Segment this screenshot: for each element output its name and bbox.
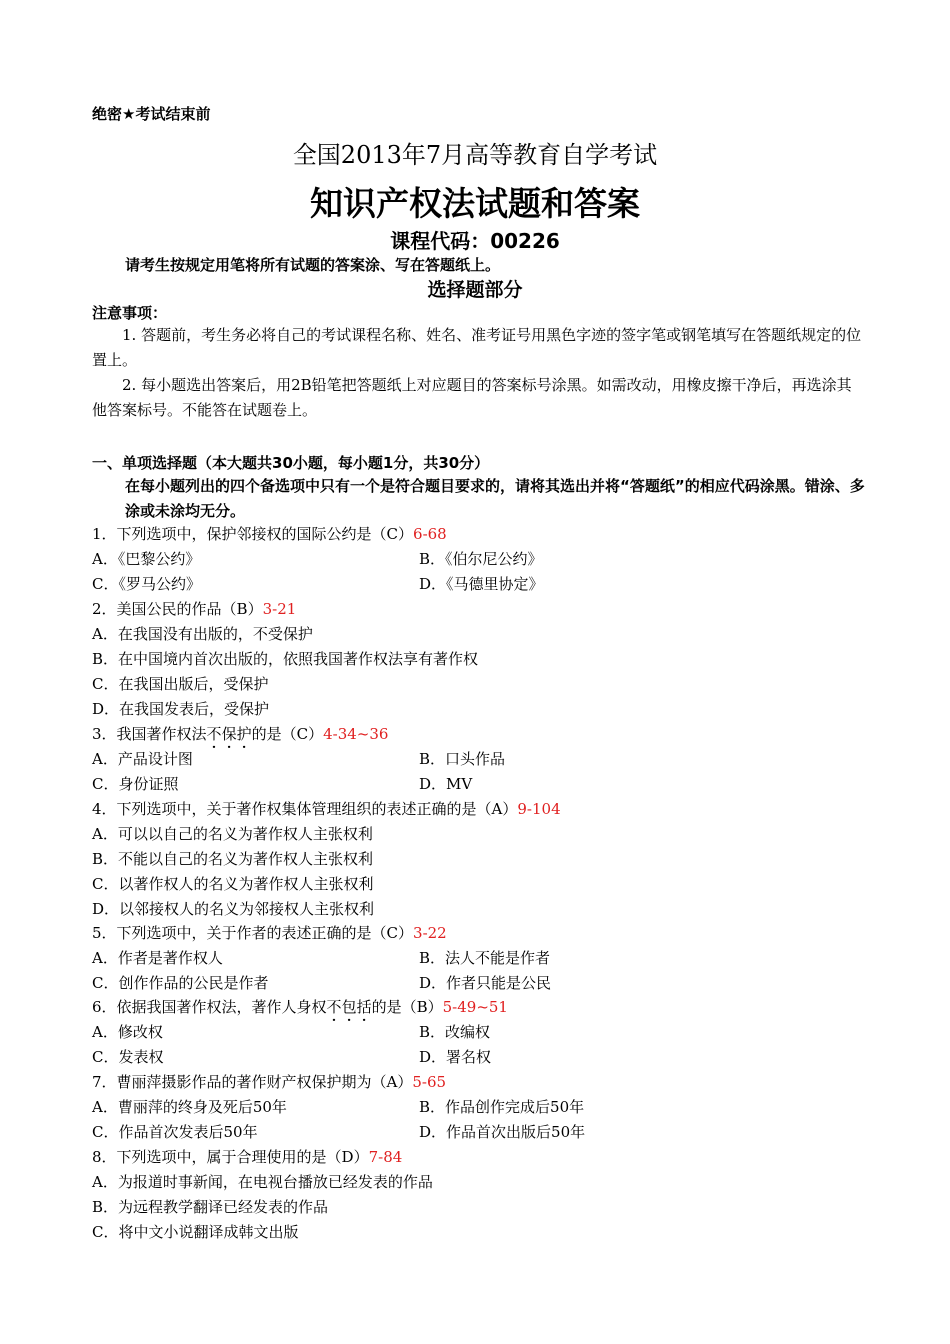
option-c: C．以著作权人的名义为著作权人主张权利 [92, 875, 374, 893]
option-c: C．创作作品的公民是作者 [92, 974, 269, 992]
option-d: D．以邻接权人的名义为邻接权人主张权利 [92, 900, 375, 918]
secret-label: 绝密★考试结束前 [92, 105, 211, 123]
option-b: B．为远程教学翻译已经发表的作品 [92, 1198, 329, 1216]
course-code: 课程代码：00226 [390, 229, 560, 253]
question-text: 8．下列选项中，属于合理使用的是（D） [92, 1148, 369, 1166]
main-title: 知识产权法试题和答案 [310, 184, 640, 223]
option-c: C．身份证照 [92, 775, 179, 793]
question-text: 1．下列选项中，保护邻接权的国际公约是（C） [92, 525, 414, 543]
question-text: 2．美国公民的作品（B） [92, 600, 263, 618]
option-a: A．作者是著作权人 [92, 949, 223, 967]
options-row [92, 971, 872, 996]
page-reference: 3-21 [262, 600, 297, 618]
option-d: D．作品首次出版后50年 [419, 1123, 586, 1141]
emphasis-char: 保 [221, 725, 237, 743]
question-text: 6．依据我国著作权法，著作人身权 [92, 998, 327, 1016]
options-row [92, 547, 872, 572]
question-text: 3．我国著作权法 [92, 725, 207, 743]
option-b: B．不能以自己的名义为著作权人主张权利 [92, 850, 374, 868]
options-row [92, 1120, 872, 1145]
question-6 [92, 995, 508, 1020]
question-1 [92, 522, 447, 547]
option-c: C．将中文小说翻译成韩文出版 [92, 1223, 299, 1241]
emphasis-char: 护 [236, 725, 252, 743]
page-reference: 4-34~36 [323, 725, 389, 743]
question-5 [92, 921, 447, 946]
emphasis-char: 不 [326, 998, 342, 1016]
option-d: D．作者只能是公民 [419, 974, 552, 992]
option-a: A．在我国没有出版的，不受保护 [92, 625, 313, 643]
option-d: D．MV [419, 775, 473, 793]
page-reference: 5-49~51 [442, 998, 508, 1016]
section-heading: 一、单项选择题（本大题共30小题，每小题1分，共30分） [92, 454, 490, 472]
exam-title: 全国2013年7月高等教育自学考试 [292, 141, 658, 169]
option-a: A．为报道时事新闻，在电视台播放已经发表的作品 [92, 1173, 433, 1191]
question-2 [92, 597, 296, 622]
option-c: C．《罗马公约》 [92, 575, 201, 593]
question-text: 的是（B） [371, 998, 443, 1016]
option-a: A．修改权 [92, 1023, 163, 1041]
options-row [92, 747, 872, 772]
option-b: B．作品创作完成后50年 [419, 1098, 585, 1116]
page-reference: 5-65 [412, 1073, 447, 1091]
option-a: A．产品设计图 [92, 750, 193, 768]
option-a: A．曹丽萍的终身及死后50年 [92, 1098, 287, 1116]
emphasis-char: 括 [356, 998, 372, 1016]
options-row [92, 772, 872, 797]
part-title: 选择题部分 [427, 279, 523, 301]
option-a: A．《巴黎公约》 [92, 550, 201, 568]
option-b: B．法人不能是作者 [419, 949, 551, 967]
question-text: 的是（C） [251, 725, 324, 743]
option-b: B．改编权 [419, 1023, 491, 1041]
page-reference: 6-68 [413, 525, 447, 543]
section-description: 在每小题列出的四个备选项中只有一个是符合题目要求的，请将其选出并将“答题纸”的相应代码涂黑。错涂、多涂或未涂均无分。 [125, 477, 865, 520]
options-row [92, 1045, 872, 1070]
question-7 [92, 1070, 446, 1095]
question-3 [92, 722, 388, 747]
answer-instruction: 请考生按规定用笔将所有试题的答案涂、写在答题纸上。 [125, 256, 501, 274]
page-reference: 7-84 [368, 1148, 403, 1166]
options-row [92, 1095, 872, 1120]
question-text: 7．曹丽萍摄影作品的著作财产权保护期为（A） [92, 1073, 413, 1091]
question-4 [92, 797, 561, 822]
option-d: D．署名权 [419, 1048, 492, 1066]
emphasis-char: 不 [206, 725, 222, 743]
notice-title: 注意事项： [92, 304, 168, 322]
page-reference: 3-22 [413, 924, 447, 942]
question-8 [92, 1145, 402, 1170]
option-d: D．《马德里协定》 [419, 575, 544, 593]
option-c: C．发表权 [92, 1048, 164, 1066]
option-b: B．在中国境内首次出版的，依照我国著作权法享有著作权 [92, 650, 479, 668]
option-b: B．口头作品 [419, 750, 506, 768]
option-c: C．在我国出版后，受保护 [92, 675, 269, 693]
question-text: 4．下列选项中，关于著作权集体管理组织的表述正确的是（A） [92, 800, 518, 818]
question-text: 5．下列选项中，关于作者的表述正确的是（C） [92, 924, 414, 942]
option-d: D．在我国发表后，受保护 [92, 700, 270, 718]
options-row [92, 946, 872, 971]
option-b: B．《伯尔尼公约》 [419, 550, 543, 568]
notice-item: 2. 每小题选出答案后，用2B铅笔把答题纸上对应题目的答案标号涂黑。如需改动，用橡皮擦干净后，再选涂其他答案标号。不能答在试题卷上。 [92, 376, 852, 419]
options-row [92, 1020, 872, 1045]
option-a: A．可以以自己的名义为著作权人主张权利 [92, 825, 373, 843]
options-row [92, 572, 872, 597]
emphasis-char: 包 [341, 998, 357, 1016]
notice-item: 1. 答题前，考生务必将自己的考试课程名称、姓名、准考证号用黑色字迹的签字笔或钢笔填写在答题纸规定的位置上。 [92, 326, 862, 369]
page-reference: 9-104 [517, 800, 561, 818]
option-c: C．作品首次发表后50年 [92, 1123, 258, 1141]
